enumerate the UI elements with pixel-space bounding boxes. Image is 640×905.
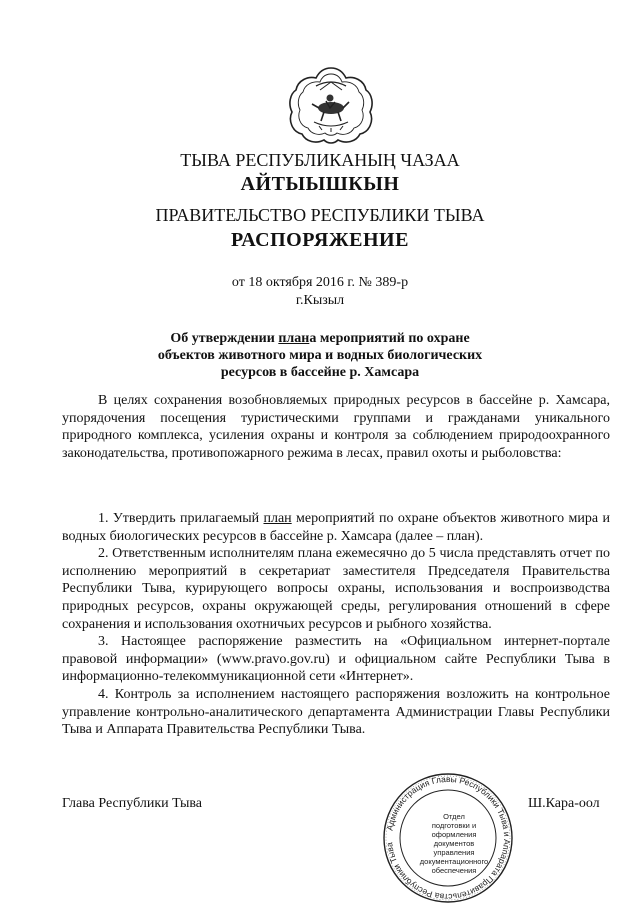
order-item-1 bbox=[62, 510, 610, 545]
tuva-coat-of-arms-icon bbox=[286, 64, 376, 146]
signatory-name: Ш.Кара-оол bbox=[528, 796, 600, 811]
document-title bbox=[0, 330, 640, 381]
document-title-line-2: объектов животного мира и водных биологических bbox=[157, 348, 483, 363]
stamp-line: оформления документов bbox=[431, 830, 477, 848]
stamp-center-text bbox=[418, 812, 490, 875]
title-text: Об утверждении bbox=[170, 331, 279, 346]
document-city: г.Кызыл bbox=[295, 293, 345, 308]
stamp-line: подготовки и bbox=[431, 821, 477, 830]
preamble-paragraph bbox=[62, 392, 610, 462]
item-text: мероприятий по охране объектов животного мира и водных биологических ресурсов в бассейне р. Хамсара (далее – план). bbox=[62, 511, 610, 544]
header-title-russian: РАСПОРЯЖЕНИЕ bbox=[231, 229, 409, 251]
document-title-line-3: ресурсов в бассейне р. Хамсара bbox=[220, 365, 420, 380]
stamp-line: документационного bbox=[419, 857, 489, 866]
plan-link[interactable]: план bbox=[263, 511, 292, 526]
item-text: 1. Утвердить прилагаемый bbox=[98, 511, 264, 526]
stamp-ring-textpath: Администрация Главы Республики Тыва и Аппарата Правительства Республики Тыва bbox=[384, 773, 513, 903]
preamble-text: В целях сохранения возобновляемых природных ресурсов в бассейне р. Хамсара, упорядочения посещения туристическими группами и гражданами уникального природного комплекса, усиления охраны и контроля за соблюдением природоохранного законодательства, противопожарного режима в лесах, правил охоты и рыболовства: bbox=[62, 393, 610, 461]
stamp-line: обеспечения bbox=[431, 866, 477, 875]
stamp-line: управления bbox=[433, 848, 475, 857]
header-line-russian: ПРАВИТЕЛЬСТВО РЕСПУБЛИКИ ТЫВА bbox=[155, 205, 485, 225]
header-line-tuvan: ТЫВА РЕСПУБЛИКАНЫҢ ЧАЗАА bbox=[180, 150, 460, 170]
signatory-position: Глава Республики Тыва bbox=[62, 796, 203, 811]
order-item-4: 4. Контроль за исполнением настоящего распоряжения возложить на контрольное управление контрольно-аналитического департамента Администрации Главы Республики Тыва и Аппарата Правительства Республики Тыва. bbox=[62, 686, 610, 738]
document-title-line-1 bbox=[0, 330, 640, 347]
header-title-tuvan: АЙТЫЫШКЫН bbox=[240, 173, 400, 195]
document-date-number: от 18 октября 2016 г. № 389-р bbox=[231, 275, 409, 290]
order-item-2: 2. Ответственным исполнителям плана ежемесячно до 5 числа представлять отчет по исполнению мероприятий в секретариат заместителя Председателя Правительства Республики Тыва, курирующего вопросы охраны, использования и воспроизводства природных ресурсов, охраны окружающей среды, регулирования отношений в сфере сохранения и использования охотничьих ресурсов и рыбного хозяйства. bbox=[62, 546, 610, 632]
order-items bbox=[62, 510, 610, 739]
stamp-line: Отдел bbox=[443, 812, 465, 821]
order-item-3: 3. Настоящее распоряжение разместить на «Официальном интернет-портале правовой информации» (www.pravo.gov.ru) и официальном сайте Республики Тыва в информационно-телекоммуникационной сети «Интернет». bbox=[62, 634, 610, 685]
plan-link[interactable]: план bbox=[278, 331, 310, 346]
title-text: а мероприятий по охране bbox=[309, 331, 470, 346]
